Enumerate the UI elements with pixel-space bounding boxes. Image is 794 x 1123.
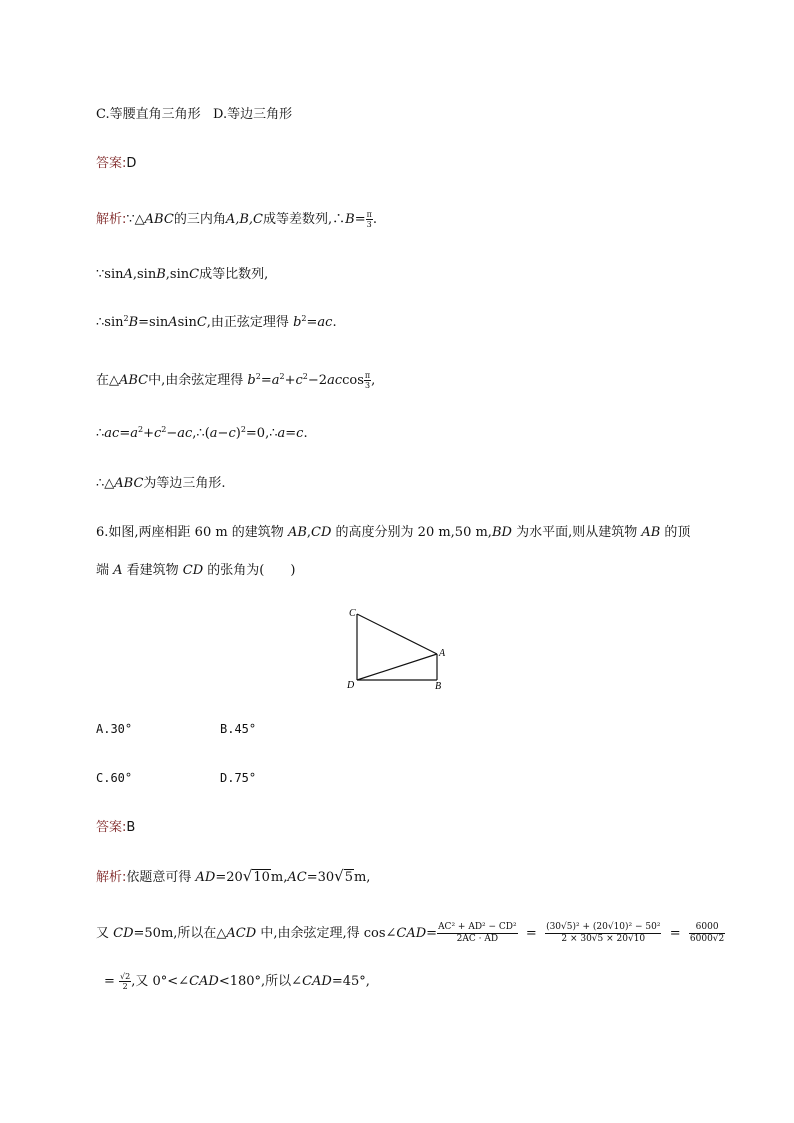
label-b: B (435, 681, 442, 692)
text: 中,由余弦定理,得 cos∠ (256, 926, 397, 941)
text: ,sin (165, 267, 190, 282)
fraction (119, 972, 131, 991)
q6-option-c: C.60° (96, 771, 133, 785)
superscript: 2 (255, 372, 261, 381)
math: c (153, 426, 162, 441)
text: ∴ (96, 426, 105, 441)
text: 看建筑物 (122, 563, 183, 578)
math: CD (113, 926, 134, 941)
math: C (189, 267, 200, 282)
math: A (168, 315, 178, 330)
math: ABC (114, 476, 144, 491)
math: c (228, 426, 236, 441)
q5-analysis-line-4 (96, 371, 375, 390)
analysis-label: 解析: (96, 870, 127, 885)
math: A,B,C (225, 212, 263, 227)
math: a (209, 426, 218, 441)
text: =0,∴ (245, 426, 278, 441)
q5-analysis-line-6 (96, 475, 226, 493)
text: 的张角为( ) (203, 563, 296, 578)
math: CAD (396, 926, 427, 941)
text: =30 (306, 870, 335, 885)
text: . (372, 212, 377, 227)
frac-num: π (366, 210, 372, 219)
frac-den: 3 (366, 220, 372, 229)
math: BD (491, 525, 512, 540)
math: CD (311, 525, 332, 540)
text: 在△ (96, 373, 119, 388)
text: =50m,所以在△ (133, 926, 227, 941)
math: ac (104, 426, 120, 441)
text: =45°, (331, 974, 370, 989)
text: ) (235, 426, 241, 441)
text: ∴△ (96, 476, 115, 491)
text: −2 (307, 373, 328, 388)
math: ac (327, 373, 343, 388)
math: b (247, 373, 256, 388)
q6-analysis-line-1 (96, 867, 370, 887)
label-c: C (349, 608, 356, 619)
math: B (156, 267, 166, 282)
answer-value: B (126, 820, 136, 835)
math: ac (317, 315, 333, 330)
text: 6.如图,两座相距 60 m 的建筑物 (96, 525, 288, 540)
text: . (303, 426, 308, 441)
superscript: 2 (123, 314, 129, 323)
math: B (128, 315, 139, 330)
text: = (260, 373, 272, 388)
fraction (366, 210, 373, 229)
fraction-substitution (545, 922, 661, 945)
q5-answer (96, 155, 136, 173)
superscript: 2 (279, 372, 285, 381)
equals: = (104, 974, 115, 989)
frac-num: (30√5)² + (20√10)² − 50² (546, 922, 661, 932)
q5-options-cd (96, 106, 292, 124)
math: AB (641, 525, 661, 540)
radicand: 10 (253, 870, 270, 885)
answer-label: 答案: (96, 820, 127, 835)
text: 为等边三角形. (143, 476, 226, 491)
text: 端 (96, 563, 114, 578)
building-figure (340, 603, 460, 693)
text: , (306, 525, 312, 540)
text: =sin (138, 315, 169, 330)
frac-den: 3 (364, 381, 371, 390)
frac-num: 6000 (689, 922, 725, 934)
text: 成等差数列,∴ (262, 212, 346, 227)
text: + (143, 426, 154, 441)
text: 为水平面,则从建筑物 (511, 525, 642, 540)
math: B (345, 212, 355, 227)
math: b (293, 315, 302, 330)
text: 又 (96, 926, 114, 941)
q6-option-d: D.75° (220, 771, 257, 785)
q6-option-a: A.30° (96, 722, 133, 736)
frac-num: √2 (120, 972, 131, 981)
text: , (371, 373, 376, 388)
q6-option-b: B.45° (220, 722, 257, 736)
option-c: C.等腰直角三角形 (96, 107, 201, 122)
label-d: D (347, 680, 355, 691)
math: AB (287, 525, 307, 540)
text: = (285, 426, 297, 441)
math: CAD (189, 974, 219, 989)
label-a: A (439, 648, 446, 659)
text: ,又 0°<∠ (131, 974, 190, 989)
text: <180°,所以∠ (218, 974, 303, 989)
superscript: 2 (301, 314, 307, 323)
math: C (196, 315, 207, 330)
superscript: 2 (240, 425, 246, 434)
text: m, (353, 870, 371, 885)
frac-den: 6000√2 (689, 934, 725, 944)
math: c (295, 373, 303, 388)
math: CD (182, 563, 204, 578)
q5-analysis-line-1 (96, 210, 377, 229)
text: ∵△ (126, 212, 145, 227)
superscript: 2 (137, 425, 144, 434)
frac-num: AC² + AD² − CD² (438, 922, 517, 932)
math: c (296, 426, 304, 441)
option-d: D.等边三角形 (213, 107, 293, 122)
radical-sign: √ (334, 867, 344, 885)
text: =20 (215, 870, 243, 885)
text: 成等比数列, (199, 267, 269, 282)
text: 依题意可得 (126, 870, 196, 885)
q6-analysis-line-3 (104, 972, 370, 991)
q6-question-line-2 (96, 562, 295, 580)
superscript: 2 (302, 372, 308, 381)
math: A (123, 267, 133, 282)
math: a (271, 373, 280, 388)
math: CAD (302, 974, 332, 989)
text: − (166, 426, 178, 441)
radical-sign: √ (242, 867, 253, 885)
fraction-cosine-rule (437, 922, 518, 945)
text: sin (177, 315, 197, 330)
frac-num: π (364, 371, 371, 380)
math: AC (287, 870, 307, 885)
text: 中,由余弦定理得 (148, 373, 244, 388)
answer-label: 答案: (96, 156, 127, 171)
q6-question-line-1 (96, 524, 690, 542)
text: ∵sin (96, 267, 124, 282)
superscript: 2 (161, 425, 167, 434)
math: ABC (144, 212, 174, 227)
frac-den: 2 (122, 982, 128, 991)
fraction-result (689, 922, 725, 945)
answer-value: D (126, 156, 137, 171)
radicand: 5 (344, 870, 353, 885)
frac-den: 2AC · AD (456, 934, 499, 944)
text: ,由正弦定理得 (206, 315, 289, 330)
text: + (284, 373, 296, 388)
text: − (217, 426, 229, 441)
math: a (130, 426, 138, 441)
q5-analysis-line-2 (96, 266, 268, 284)
text: . (332, 315, 337, 330)
text: = (119, 426, 131, 441)
text: = (354, 212, 366, 227)
math: ac (177, 426, 193, 441)
q5-analysis-line-5 (96, 425, 308, 443)
q6-answer (96, 819, 135, 837)
equals: = (525, 926, 537, 941)
text: 的高度分别为 20 m,50 m, (331, 525, 492, 540)
text: ,∴( (192, 426, 210, 441)
q5-analysis-line-3 (96, 314, 337, 332)
text: 的顶 (660, 525, 691, 540)
frac-den: 2 × 30√5 × 20√10 (561, 934, 646, 944)
math: ABC (119, 373, 149, 388)
q6-analysis-line-2 (96, 922, 725, 945)
text: m, (270, 870, 288, 885)
equals: = (669, 926, 681, 941)
math: ACD (226, 926, 257, 941)
text: cos (342, 373, 364, 388)
text: 的三内角 (173, 212, 226, 227)
text: = (306, 315, 318, 330)
text: ∴sin (96, 315, 124, 330)
math: A (113, 563, 123, 578)
text: ,sin (132, 267, 157, 282)
analysis-label: 解析: (96, 212, 127, 227)
math: a (277, 426, 286, 441)
math: AD (195, 870, 216, 885)
text: = (426, 926, 438, 941)
